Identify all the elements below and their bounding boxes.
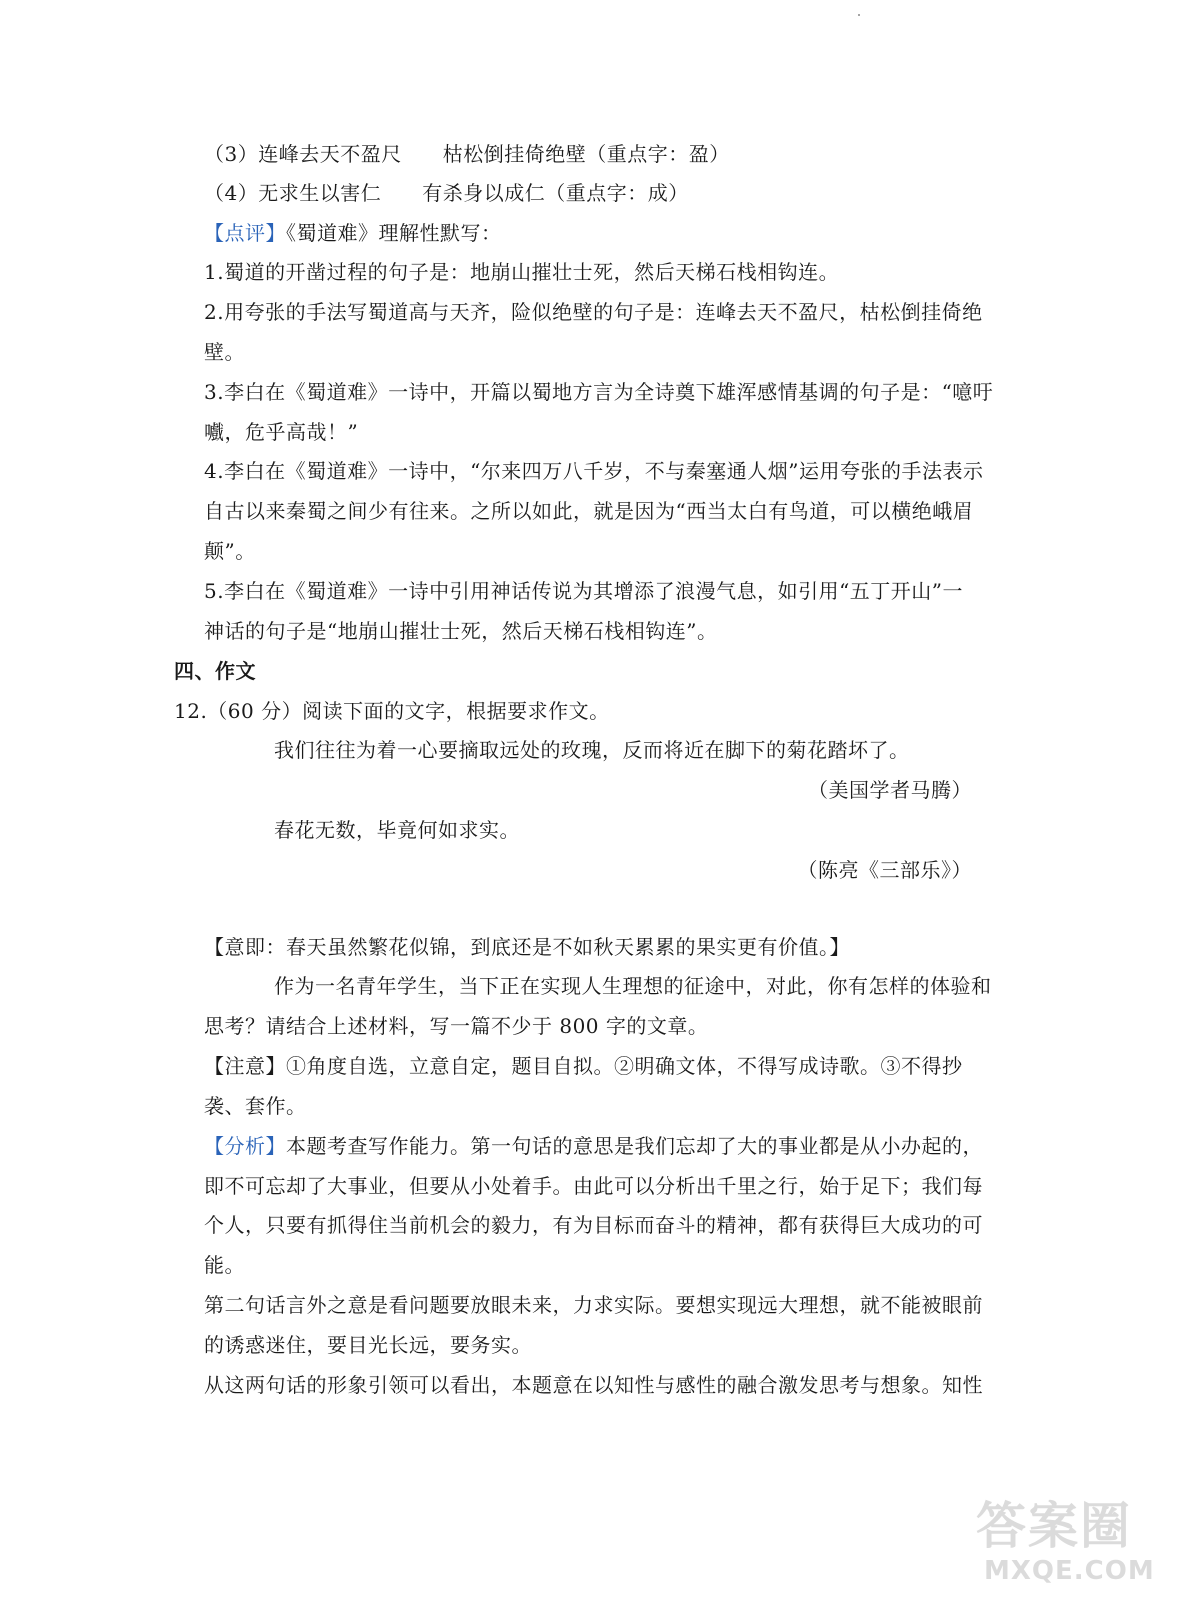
review-point-4b: 自古以来秦蜀之间少有往来。之所以如此，就是因为“西当太白有鸟道，可以横绝峨眉 [204, 499, 974, 523]
quote-1-attribution: （美国学者马腾） [808, 778, 972, 802]
answer-line-4: （4）无求生以害仁 有杀身以成仁（重点字：成） [204, 181, 689, 205]
review-point-3b: 嚱，危乎高哉！” [204, 420, 359, 444]
analysis-tag: 【分析】 [204, 1134, 286, 1158]
prompt-line-b: 思考？请结合上述材料，写一篇不少于 800 字的文章。 [204, 1014, 709, 1038]
answer-line-3: （3）连峰去天不盈尺 枯松倒挂倚绝壁（重点字：盈） [204, 142, 730, 166]
section-heading: 四、作文 [174, 659, 256, 683]
analysis-line-a [204, 1133, 983, 1159]
analysis-line-c: 个人，只要有抓得住当前机会的毅力，有为目标而奋斗的精神，都有获得巨大成功的可 [204, 1213, 983, 1237]
prompt-line-a: 作为一名青年学生，当下正在实现人生理想的征途中，对此，你有怎样的体验和 [274, 974, 992, 998]
question-12: 12.（60 分）阅读下面的文字，根据要求作文。 [174, 699, 610, 723]
review-point-1: 1.蜀道的开凿过程的句子是：地崩山摧壮士死，然后天梯石栈相钩连。 [204, 260, 840, 284]
meaning-note: 【意即：春天虽然繁花似锦，到底还是不如秋天累累的果实更有价值。】 [204, 935, 850, 959]
attention-line-b: 袭、套作。 [204, 1094, 307, 1118]
second-sentence-b: 的诱惑迷住，要目光长远，要务实。 [204, 1333, 532, 1357]
review-point-3a: 3.李白在《蜀道难》一诗中，开篇以蜀地方言为全诗奠下雄浑感情基调的句子是：“噫吁 [204, 380, 994, 404]
review-point-5b: 神话的句子是“地崩山摧壮士死，然后天梯石栈相钩连”。 [204, 619, 718, 643]
second-sentence-a: 第二句话言外之意是看问题要放眼未来，力求实际。要想实现远大理想，就不能被眼前 [204, 1293, 983, 1317]
analysis-text: 本题考查写作能力。第一句话的意思是我们忘却了大的事业都是从小办起的， [286, 1134, 983, 1158]
analysis-line-d: 能。 [204, 1253, 245, 1277]
review-point-5a: 5.李白在《蜀道难》一诗中引用神话传说为其增添了浪漫气息，如引用“五丁开山”一 [204, 579, 964, 603]
review-line [204, 220, 502, 246]
scan-speck [858, 14, 860, 16]
conclusion-line: 从这两句话的形象引领可以看出，本题意在以知性与感性的融合激发思考与想象。知性 [204, 1373, 983, 1397]
review-point-2b: 壁。 [204, 340, 245, 364]
quote-1: 我们往往为着一心要摘取远处的玫瑰，反而将近在脚下的菊花踏坏了。 [274, 738, 910, 762]
review-tag: 【点评】 [204, 221, 286, 245]
review-text: 《蜀道难》理解性默写： [286, 221, 502, 245]
watermark-title: 答案圈 [976, 1497, 1132, 1555]
watermark-url: MXQE.COM [984, 1556, 1155, 1586]
review-point-4a: 4.李白在《蜀道难》一诗中，“尔来四万八千岁，不与秦塞通人烟”运用夸张的手法表示 [204, 459, 984, 483]
review-point-4c: 颠”。 [204, 539, 256, 563]
watermark-logo [976, 1496, 1166, 1592]
attention-line-a: 【注意】①角度自选，立意自定，题目自拟。②明确文体，不得写成诗歌。③不得抄 [204, 1054, 963, 1078]
review-point-2a: 2.用夸张的手法写蜀道高与天齐，险似绝壁的句子是：连峰去天不盈尺，枯松倒挂倚绝 [204, 300, 983, 324]
analysis-line-b: 即不可忘却了大事业，但要从小处着手。由此可以分析出千里之行，始于足下；我们每 [204, 1174, 983, 1198]
quote-2-attribution: （陈亮《三部乐》） [797, 858, 972, 882]
quote-2: 春花无数，毕竟何如求实。 [274, 818, 520, 842]
